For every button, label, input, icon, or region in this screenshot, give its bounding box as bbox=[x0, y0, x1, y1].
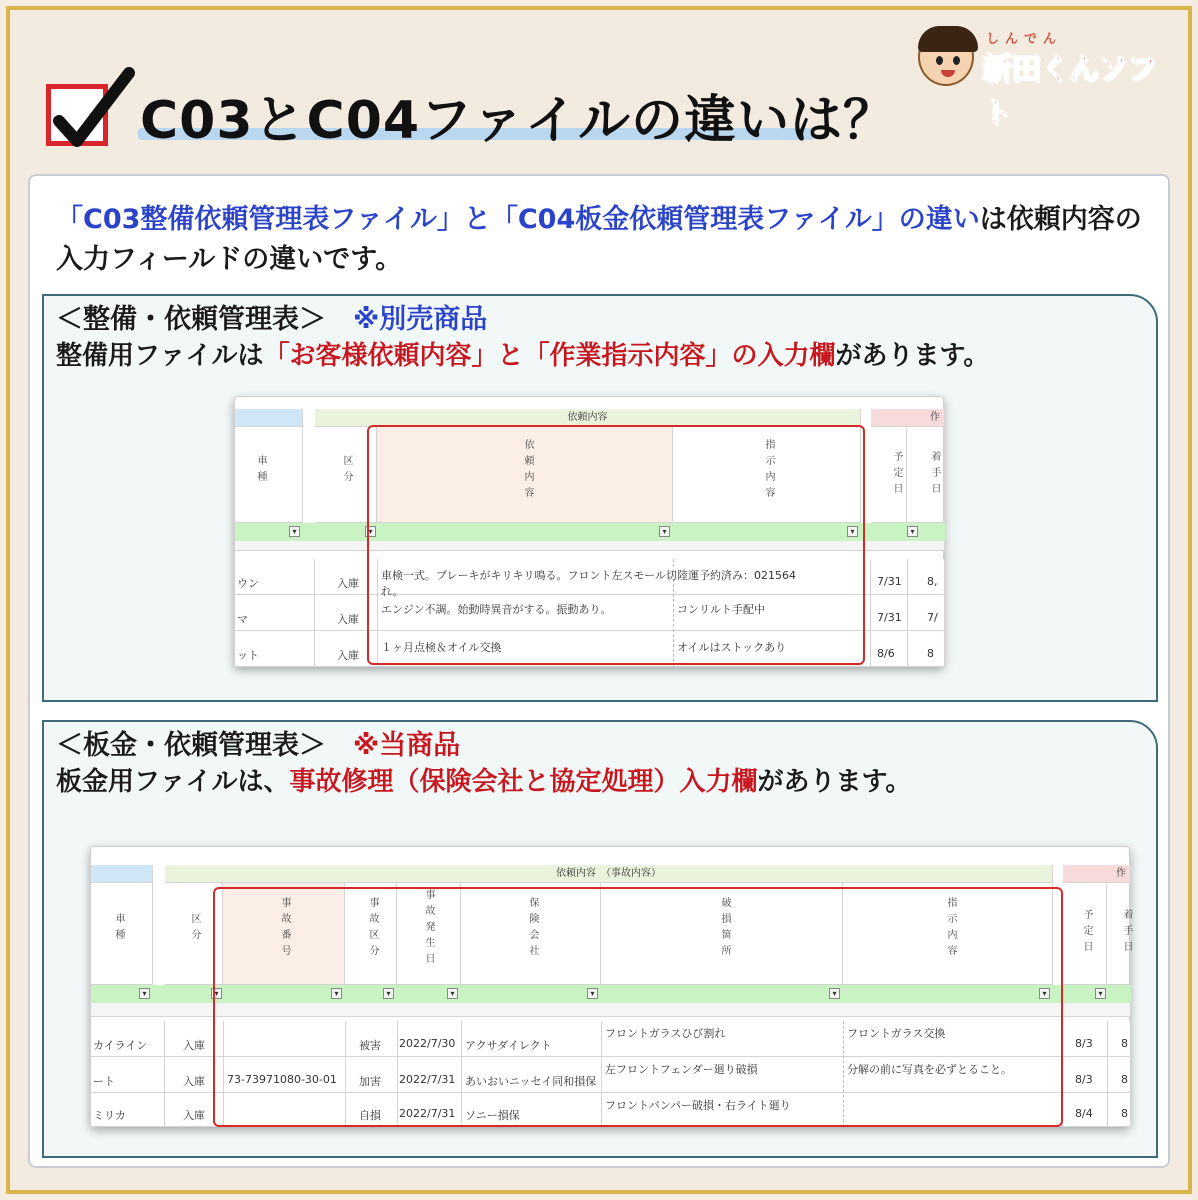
filter-dropdown[interactable]: ▾ bbox=[211, 988, 222, 999]
col-shiji: 指示内容 bbox=[763, 439, 774, 503]
col-hoken: 保険会社 bbox=[527, 897, 538, 961]
filter-dropdown[interactable]: ▾ bbox=[587, 988, 598, 999]
col-yotei: 予定日 bbox=[1081, 909, 1092, 957]
col-car: 車種 bbox=[255, 455, 266, 487]
section-bankin bbox=[42, 720, 1158, 1158]
filter-dropdown[interactable]: ▾ bbox=[1039, 988, 1050, 999]
col-shiji: 指示内容 bbox=[945, 897, 956, 961]
col-kubun: 区分 bbox=[341, 455, 352, 487]
section-tag: ※別売商品 bbox=[353, 304, 488, 335]
intro-rest: は依頼内容の入力フィールドの違いです。 bbox=[56, 204, 1142, 275]
spreadsheet-bankin: 依頼内容 （事故内容） 作 車種 区分 事故番号 事故区分 事故発生日 保険会社 破損箇所 指示内容 予定日 着手日 ▾ ▾ ▾ ▾ ▾ ▾ ▾ ▾ ▾ カイライン 入庫 被害 2022/7/30 アクサダイレクト フロントガラスひび割れ フロントガラス交換 8/3 8 ート 入庫 73-73971080-30-01 加害 2022/7/31 あいおいニッセイ同和損保 左フロントフェンダー廻り破損 分解の前に写真を必ずとること。 8/3 8 ミリカ 入庫 自損 2022/7/31 ソニー損保 フロントバンパー破損・右ライト廻り 8/4 8 bbox=[90, 846, 1130, 1126]
logo-text: 新田くんソフト bbox=[982, 52, 1156, 131]
intro-highlight: 「C03整備依頼管理表ファイル」と「C04板金依頼管理表ファイル」の違い bbox=[56, 204, 980, 235]
section-seibi bbox=[42, 294, 1158, 702]
section-heading: ＜板金・依頼管理表＞ ※当商品 bbox=[56, 730, 461, 761]
section-description: 整備用ファイルは「お客様依頼内容」と「作業指示内容」の入力欄があります。 bbox=[56, 341, 990, 371]
col-jiko-no: 事故番号 bbox=[279, 897, 290, 961]
intro-text bbox=[56, 200, 1156, 280]
col-jiko-kubun: 事故区分 bbox=[367, 897, 378, 961]
highlight-box bbox=[367, 425, 865, 665]
filter-dropdown[interactable]: ▾ bbox=[139, 988, 150, 999]
group-header-right: 作 bbox=[1063, 865, 1131, 883]
group-header-right: 作 bbox=[871, 409, 945, 427]
section-heading: ＜整備・依頼管理表＞ ※別売商品 bbox=[56, 304, 488, 335]
logo-ruby: しんでん bbox=[986, 32, 1063, 47]
col-hason: 破損箇所 bbox=[719, 897, 730, 961]
col-irai: 依頼内容 bbox=[522, 439, 533, 503]
col-kubun: 区分 bbox=[189, 913, 200, 945]
section-description: 板金用ファイルは、事故修理（保険会社と協定処理）入力欄があります。 bbox=[56, 767, 912, 797]
group-header: 依頼内容 bbox=[315, 409, 861, 427]
group-header: 依頼内容 （事故内容） bbox=[165, 865, 1053, 883]
checkmark-icon bbox=[46, 84, 108, 146]
filter-dropdown[interactable]: ▾ bbox=[383, 988, 394, 999]
filter-dropdown[interactable]: ▾ bbox=[847, 526, 858, 537]
filter-dropdown[interactable]: ▾ bbox=[659, 526, 670, 537]
spreadsheet-seibi: 依頼内容 作 車種 区分 依頼内容 指示内容 予定日 着手日 ▾ ▾ ▾ ▾ ▾ ウン 入庫 車検一式。ブレーキがキリキリ鳴る。フロント左スモール切 れ。 陸運予約済み：021564 7/31 8, マ 入庫 エンジン不調。始動時異音がする。振動あり。 コンリルト手配中 7/31 7/ ット 入庫 １ヶ月点検＆オイル交換 オイルはストックあり 8/6 8 bbox=[234, 396, 944, 666]
filter-dropdown[interactable]: ▾ bbox=[447, 988, 458, 999]
col-right: 着手日 bbox=[1121, 909, 1132, 957]
filter-dropdown[interactable]: ▾ bbox=[331, 988, 342, 999]
col-right: 着手日 bbox=[929, 451, 940, 499]
section-tag: ※当商品 bbox=[353, 730, 461, 761]
col-car: 車種 bbox=[113, 913, 124, 945]
filter-dropdown[interactable]: ▾ bbox=[907, 526, 918, 537]
filter-dropdown[interactable]: ▾ bbox=[1095, 988, 1106, 999]
page-title: C03とC04ファイルの違いは？ bbox=[140, 91, 897, 151]
highlight-box bbox=[213, 887, 1063, 1127]
col-yotei: 予定日 bbox=[891, 451, 902, 499]
mascot-face-icon bbox=[918, 28, 974, 86]
filter-dropdown[interactable]: ▾ bbox=[365, 526, 376, 537]
col-hassei: 事故発生日 bbox=[423, 889, 434, 969]
filter-dropdown[interactable]: ▾ bbox=[829, 988, 840, 999]
brand-logo bbox=[918, 28, 1168, 131]
filter-dropdown[interactable]: ▾ bbox=[289, 526, 300, 537]
